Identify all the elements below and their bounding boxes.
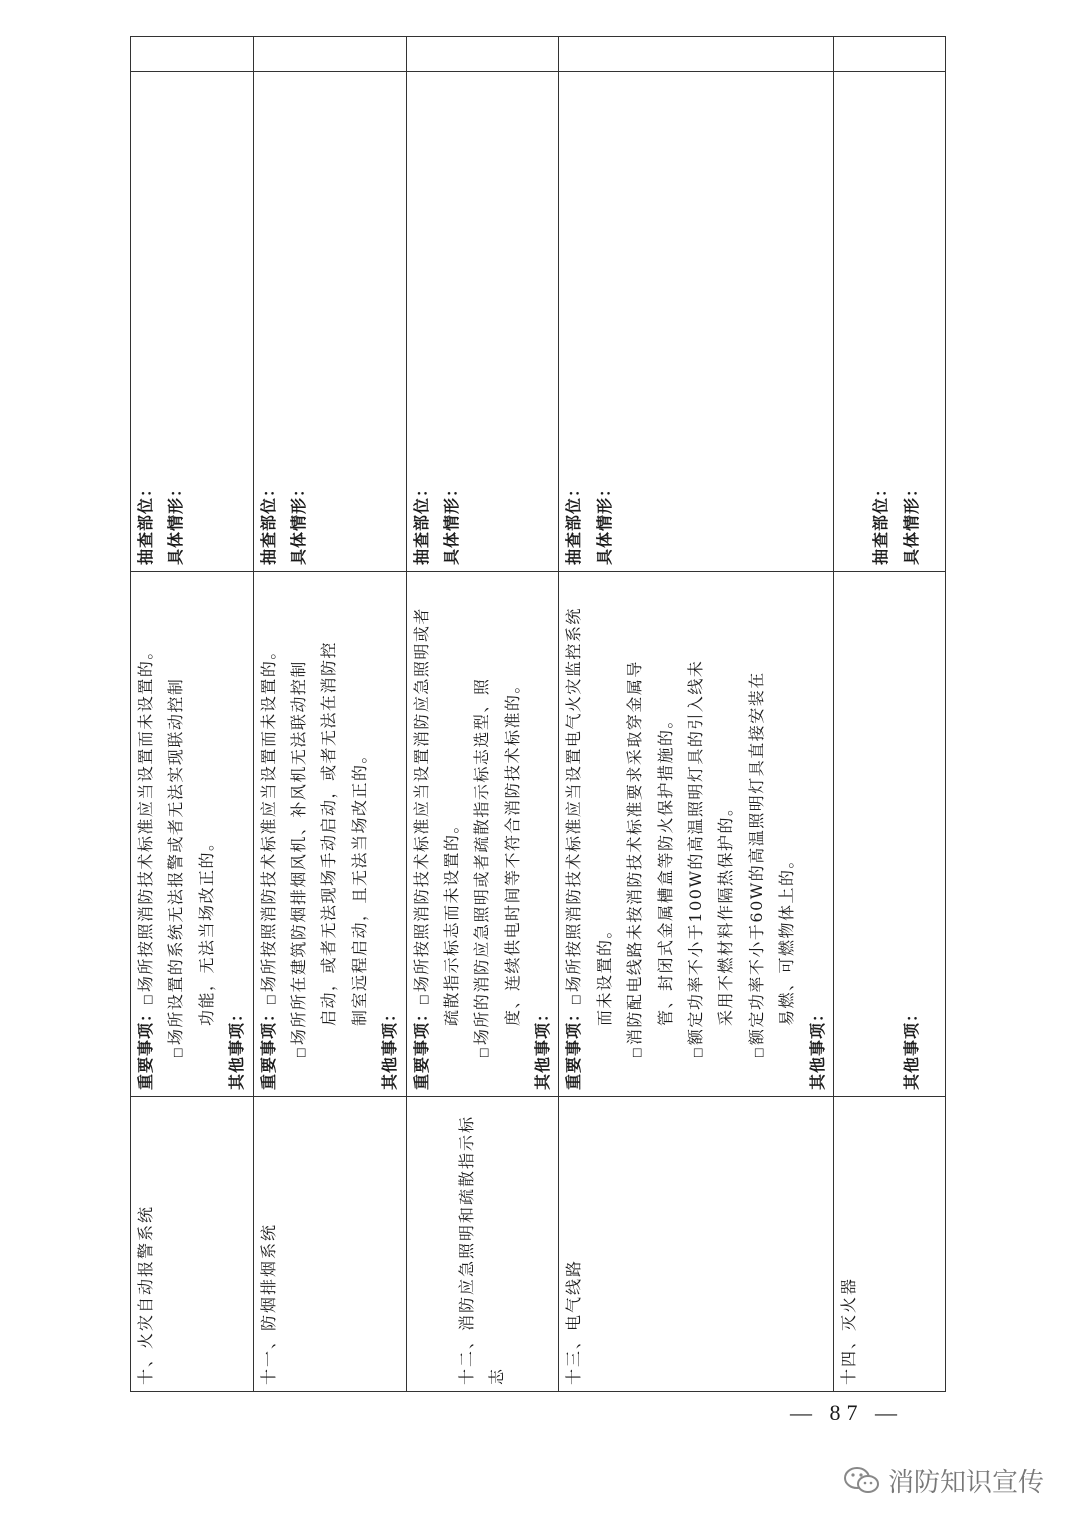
table-row (559, 37, 834, 1392)
spot-cell: 抽查部位： 具体情形： (131, 72, 254, 572)
items-cell: 重要事项：□场所按照消防技术标准应当设置而未设置的。 □场所设置的系统无法报警或者无法实现联动控制 功能，无法当场改正的。 其他事项： (131, 572, 254, 1097)
spot-cell: 抽查部位： 具体情形： (833, 72, 945, 572)
table-row (131, 37, 254, 1392)
items-cell: 重要事项：□场所按照消防技术标准应当设置消防应急照明或者 疏散指示标志而未设置的。 □场所的消防应急照明或者疏散指示标志选型、照 度、连续供电时间等不符合消防技术标准的。 其他事项： (406, 572, 559, 1097)
spot-cell: 抽查部位： 具体情形： (559, 72, 834, 572)
wechat-icon (844, 1466, 880, 1496)
items-cell: 其他事项： (833, 572, 945, 1097)
items-cell: 重要事项：□场所按照消防技术标准应当设置电气火灾监控系统 而未设置的。 □消防配电线路未按消防技术标准要求采取穿金属导 管、封闭式金属槽盒等防火保护措施的。 □额定功率不小于100W的高温照明灯具的引入线未 采用不燃材料作隔热保护的。 □额定功率不小于60W的高温照明灯具直接安装在 易燃、可燃物体上的。 其他事项： (559, 572, 834, 1097)
item-name: 十二、消防应急照明和疏散指示标 志 (406, 1097, 559, 1392)
item-name: 十三、电气线路 (559, 1097, 834, 1392)
watermark-text: 消防知识宣传 (887, 1468, 1044, 1498)
table-row (406, 37, 559, 1392)
items-cell: 重要事项：□场所按照消防技术标准应当设置而未设置的。 □场所所在建筑防烟排烟风机、补风机无法联动控制 启动，或者无法现场手动启动，或者无法在消防控 制室远程启动，且无法当场改正的。 其他事项： (253, 572, 406, 1097)
spot-cell: 抽查部位： 具体情形： (406, 72, 559, 572)
table-row (833, 37, 945, 1392)
spot-cell: 抽查部位： 具体情形： (253, 72, 406, 572)
item-name: 十一、防烟排烟系统 (253, 1097, 406, 1392)
item-name: 十四、灭火器 (833, 1097, 945, 1392)
item-name: 十、火灾自动报警系统 (131, 1097, 254, 1392)
inspection-table (130, 36, 946, 1392)
table-row (253, 37, 406, 1392)
watermark (844, 1462, 1044, 1499)
document-page (130, 37, 921, 1392)
page-number: — 87 — (790, 1400, 903, 1425)
